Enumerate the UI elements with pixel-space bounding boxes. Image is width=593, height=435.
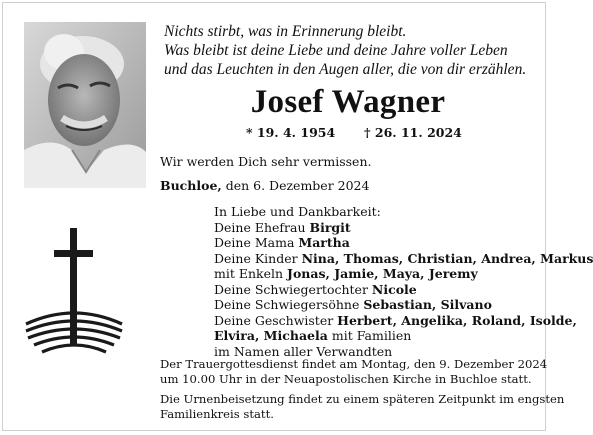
family-wife — [214, 220, 544, 236]
family-siblings-cont — [214, 328, 544, 344]
siblings-label: Deine Geschwister — [214, 312, 338, 328]
cross-sunrise-icon — [24, 228, 128, 358]
service-line: um 10.00 Uhr in der Neuapostolischen Kirche in Buchloe statt. — [160, 372, 532, 386]
grandchildren-label: mit Enkeln — [214, 266, 288, 281]
grandchildren-names: Jonas, Jamie, Maya, Jeremy — [287, 266, 478, 281]
service-line: Der Trauergottesdienst findet am Montag, den 9. Dezember 2024 — [160, 357, 548, 371]
poem-line: und das Leuchten in den Augen aller, die von dir erzählen. — [164, 61, 527, 78]
service-info — [160, 357, 548, 387]
family-children — [214, 250, 593, 267]
poem-line: Nichts stirbt, was in Erinnerung bleibt. — [164, 23, 407, 40]
place-name: Buchloe, — [160, 178, 222, 193]
urn-info — [160, 392, 565, 422]
relatives-line: im Namen aller Verwandten — [214, 343, 393, 359]
deceased-name: Josef Wagner — [250, 84, 446, 120]
death-date: † 26. 11. 2024 — [364, 125, 462, 140]
family-mother — [214, 235, 544, 251]
sons-in-law-label: Deine Schwiegersöhne — [214, 297, 364, 312]
daughter-in-law-name: Nicole — [371, 281, 417, 297]
mother-label: Deine Mama — [214, 235, 299, 250]
daughter-in-law-label: Deine Schwiegertochter — [214, 281, 372, 297]
mother-name: Martha — [298, 235, 350, 250]
urn-line: Die Urnenbeisetzung findet zu einem späteren Zeitpunkt im engsten — [160, 392, 565, 406]
poem-line: Was bleibt ist deine Liebe und deine Jahre voller Leben — [164, 42, 508, 59]
urn-line: Familienkreis statt. — [160, 407, 274, 421]
families-suffix: mit Familien — [327, 328, 412, 343]
wife-label: Deine Ehefrau — [214, 219, 310, 235]
place-date-line — [160, 178, 369, 193]
sons-in-law-names: Sebastian, Silvano — [363, 297, 492, 312]
family-list — [214, 204, 593, 359]
siblings-names-cont: Elvira, Michaela — [214, 328, 328, 343]
notice-date: den 6. Dezember 2024 — [221, 178, 370, 193]
family-sons-in-law — [214, 297, 544, 313]
family-siblings — [214, 312, 577, 329]
miss-you-text: Wir werden Dich sehr vermissen. — [160, 154, 372, 169]
family-daughter-in-law — [214, 282, 544, 298]
wife-name: Birgit — [309, 219, 351, 235]
children-names: Nina, Thomas, Christian, Andrea, Markus — [301, 250, 593, 266]
children-label: Deine Kinder — [214, 250, 302, 266]
memorial-poem — [164, 22, 534, 79]
portrait-photo — [24, 22, 146, 188]
birth-date: * 19. 4. 1954 — [246, 125, 336, 140]
thanks-line: In Liebe und Dankbarkeit: — [214, 204, 381, 219]
family-grandchildren — [214, 266, 544, 282]
siblings-names: Herbert, Angelika, Roland, Isolde, — [337, 312, 577, 328]
